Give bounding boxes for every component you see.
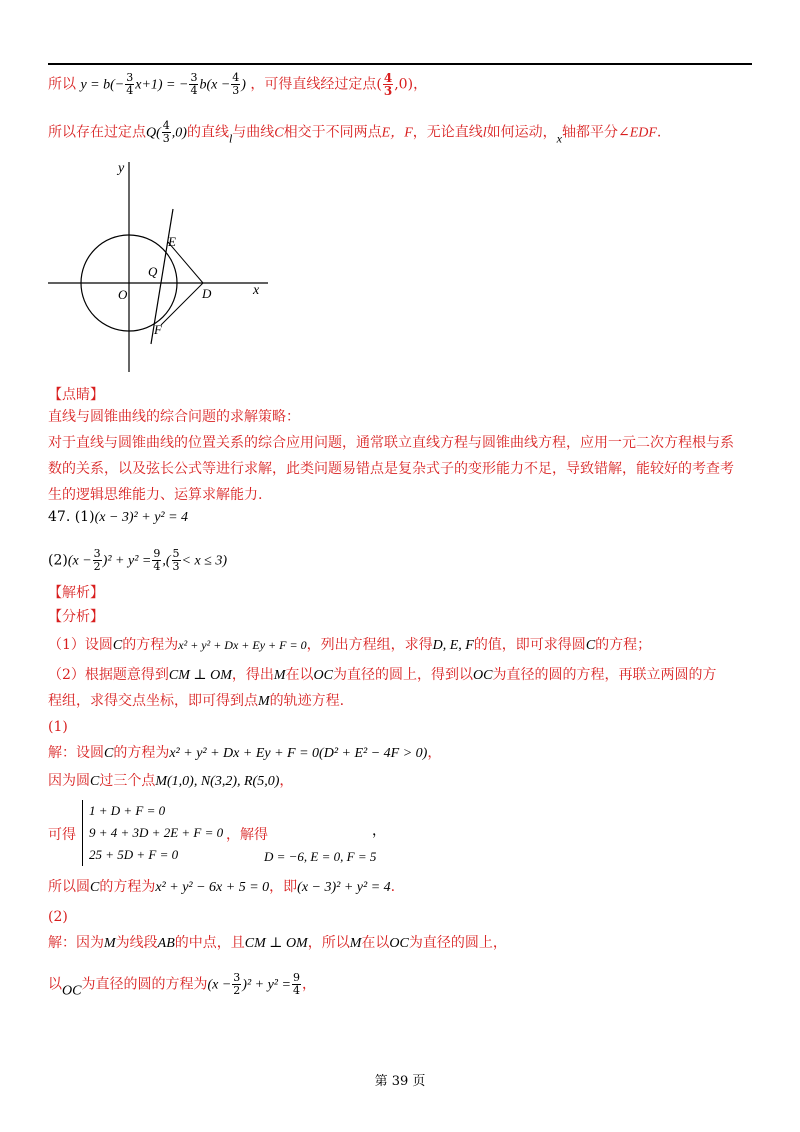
point-label: Q(	[146, 125, 161, 141]
fraction	[383, 72, 393, 97]
fraction-denominator: 2	[93, 560, 101, 573]
fraction-denominator: 4	[153, 560, 161, 573]
fraction-denominator: 4	[126, 84, 134, 97]
paragraph-line: 数的关系，以及弦长公式等进行求解，此类问题易错点是复杂式子的变形能力不足，导致错解，能较好的考查考	[48, 461, 734, 477]
q47-answer-2	[48, 548, 227, 573]
fraction-numerator: 3	[233, 971, 241, 984]
equation: CM ⊥ OM	[168, 668, 232, 683]
symbol: AB	[157, 936, 175, 951]
symbol: x	[556, 131, 562, 146]
section-title: 【点睛】	[48, 387, 104, 403]
symbol: ∠EDF	[617, 125, 657, 141]
fenxi-step-1	[48, 636, 651, 655]
equation: x² + y² + Dx + Ey + F = 0	[178, 638, 307, 652]
page-number: 第 39 页	[374, 1074, 426, 1089]
equation: M(1,0), N(3,2), R(5,0)	[155, 774, 280, 789]
paragraph: 直线与圆锥曲线的综合问题的求解策略：	[48, 409, 300, 425]
fenxi-step-2-cont	[48, 692, 344, 711]
text: ，可得直线经过定点	[250, 76, 377, 93]
part-1-line-4	[48, 878, 395, 897]
text: .	[390, 879, 396, 895]
q47-answer-1	[48, 508, 188, 527]
header-rule	[48, 63, 752, 65]
fraction-numerator: 9	[292, 971, 300, 984]
text: ，无论直线	[412, 124, 483, 141]
fraction-numerator: 3	[190, 71, 198, 84]
fraction-numerator: 4	[383, 71, 393, 85]
text: 的方程为	[99, 879, 156, 895]
segment-df	[161, 283, 203, 325]
fraction	[231, 72, 240, 97]
text: ，即	[269, 879, 298, 895]
fraction	[125, 72, 134, 97]
fraction-numerator: 4	[232, 71, 240, 84]
equation-part: < x ≤ 3)	[181, 553, 228, 569]
fraction-denominator: 3	[172, 560, 180, 573]
equation: CM ⊥ OM	[244, 936, 308, 951]
part-label: (1)	[74, 509, 95, 525]
text: 的方程；	[595, 637, 652, 653]
symbol: l	[228, 131, 233, 146]
fraction	[93, 548, 102, 573]
symbol: M	[104, 936, 116, 951]
symbol: C	[104, 746, 114, 761]
solution-values: D = −6, E = 0, F = 5	[264, 849, 377, 864]
text: ，	[427, 745, 442, 761]
text: ，	[413, 76, 428, 93]
text: 所以	[48, 76, 76, 93]
label-x: x	[253, 283, 260, 298]
fraction-numerator: 3	[126, 71, 134, 84]
symbol: OC	[313, 668, 333, 683]
part-label: (2)	[48, 552, 68, 569]
text: 在以	[361, 935, 390, 951]
symbol: M	[258, 694, 270, 709]
text: 轴都平分	[561, 124, 618, 141]
fraction	[162, 120, 171, 145]
symbol: OC	[389, 936, 409, 951]
symbol: OC	[62, 983, 82, 999]
text-jiede: ，解得	[226, 827, 268, 843]
label-y: y	[118, 161, 125, 176]
text: ，	[301, 976, 316, 993]
text: ，	[279, 773, 294, 789]
label-o: O	[118, 287, 128, 302]
symbol: C	[585, 638, 596, 653]
text: 相交于不同两点	[283, 124, 382, 141]
text: 与曲线	[232, 124, 275, 141]
text: 的直线	[186, 124, 229, 141]
equation-part: )² + y² =	[102, 553, 152, 569]
symbol: OC	[473, 668, 493, 683]
point-label: ,0)	[171, 125, 187, 141]
jiexi-title: 【解析】	[48, 585, 104, 601]
fraction	[189, 72, 198, 97]
text: （1）设圆	[48, 637, 113, 653]
fraction-denominator: 4	[190, 84, 198, 97]
symbol: E，F	[381, 125, 413, 141]
equation-part: )	[241, 77, 246, 93]
fraction-denominator: 2	[233, 984, 241, 997]
equation-part: )² + y² =	[242, 977, 291, 993]
paragraph-line: 生的逻辑思维能力、运算求解能力.	[48, 487, 263, 503]
text: 的方程为	[122, 637, 179, 653]
fraction-denominator: 3	[232, 84, 240, 97]
text: .	[656, 124, 662, 141]
text: 以	[48, 976, 62, 993]
part-1-line-2	[48, 772, 293, 791]
symbol: C	[112, 638, 123, 653]
system-equation: 25 + 5D + F = 0	[89, 847, 179, 862]
text: 程组，求得交点坐标，即可得到点	[48, 693, 258, 709]
fraction-denominator: 3	[162, 132, 170, 145]
equation: (x − 3)² + y² = 4	[297, 880, 391, 895]
fraction-numerator: 4	[162, 119, 170, 132]
text: 解：因为	[48, 935, 104, 951]
fenxi-title: 【分析】	[48, 609, 104, 625]
symbol: l	[482, 125, 487, 141]
equation: (x − 3)² + y² = 4	[94, 510, 189, 525]
question-number: 47.	[48, 509, 71, 525]
fraction-numerator: 5	[172, 547, 180, 560]
solution-line-1	[48, 72, 427, 97]
symbol: C	[274, 125, 284, 141]
equation: x² + y² + Dx + Ey + F = 0(D² + E² − 4F > 0)	[169, 746, 428, 761]
equation-system	[82, 800, 223, 866]
symbol: D, E, F	[432, 638, 474, 653]
fraction	[292, 972, 301, 997]
text: ，得出	[231, 667, 274, 683]
label-f: F	[154, 322, 162, 337]
text-kede: 可得	[48, 827, 76, 843]
system-equation: 1 + D + F = 0	[89, 803, 166, 818]
equation-part: (x −	[207, 977, 232, 993]
fraction-numerator: 9	[153, 547, 161, 560]
symbol: C	[90, 880, 100, 895]
symbol: M	[349, 936, 362, 951]
text: 的轨迹方程.	[269, 693, 345, 709]
equation-part: y = b(−	[80, 77, 125, 93]
text: ，所以	[307, 935, 350, 951]
part-2-label: (2)	[48, 909, 68, 925]
fraction	[232, 972, 241, 997]
part-2-line-1	[48, 934, 507, 953]
symbol: C	[90, 774, 100, 789]
text: 解：设圆	[48, 745, 104, 761]
fenxi-step-2	[48, 666, 716, 685]
fraction-denominator: 4	[292, 984, 300, 997]
text: 为线段	[115, 935, 158, 951]
text: 为直径的圆上，	[408, 935, 507, 951]
part-1-line-1	[48, 744, 441, 763]
text: 为直径的圆的方程为	[81, 976, 208, 993]
geometry-figure	[40, 152, 280, 382]
text: 的中点，且	[174, 935, 245, 951]
equation-part: b(x −	[199, 77, 231, 93]
text: 的方程为	[113, 745, 170, 761]
text: 如何运动，	[486, 124, 557, 141]
text: ，	[372, 823, 386, 839]
text: 所以圆	[48, 879, 90, 895]
label-q: Q	[148, 264, 158, 279]
text: 因为圆	[48, 773, 90, 789]
text: （2）根据题意得到	[48, 667, 169, 683]
system-equation: 9 + 4 + 3D + 2E + F = 0	[89, 825, 224, 840]
label-d: D	[202, 286, 212, 301]
fraction	[172, 548, 181, 573]
text: ,0)	[394, 76, 414, 93]
text: 的值，即可求得圆	[473, 637, 586, 653]
text: (	[376, 76, 382, 93]
paragraph-line: 对于直线与圆锥曲线的位置关系的综合应用问题，通常联立直线方程与圆锥曲线方程，应用一元二次方程根与系	[48, 435, 734, 451]
equation-part: (x −	[67, 553, 92, 569]
solution-line-2	[48, 120, 661, 148]
text: 在以	[285, 667, 314, 683]
equation-part: x+1) = −	[135, 77, 189, 93]
part-2-line-2	[48, 972, 316, 1001]
fraction-denominator: 3	[383, 84, 393, 98]
fraction	[152, 548, 161, 573]
text: 过三个点	[99, 773, 156, 789]
dianjing-section	[48, 382, 748, 508]
equation-part: ,(	[162, 553, 171, 569]
text: 为直径的圆上，得到以	[333, 667, 473, 683]
label-e: E	[168, 234, 176, 249]
fraction-numerator: 3	[93, 547, 101, 560]
symbol: M	[273, 668, 286, 683]
text: ，列出方程组，求得	[306, 637, 433, 653]
text: 为直径的圆的方程，再联立两圆的方	[492, 667, 717, 683]
text: 所以存在过定点	[48, 124, 146, 141]
equation: x² + y² − 6x + 5 = 0	[155, 880, 270, 895]
part-1-label: (1)	[48, 719, 68, 735]
